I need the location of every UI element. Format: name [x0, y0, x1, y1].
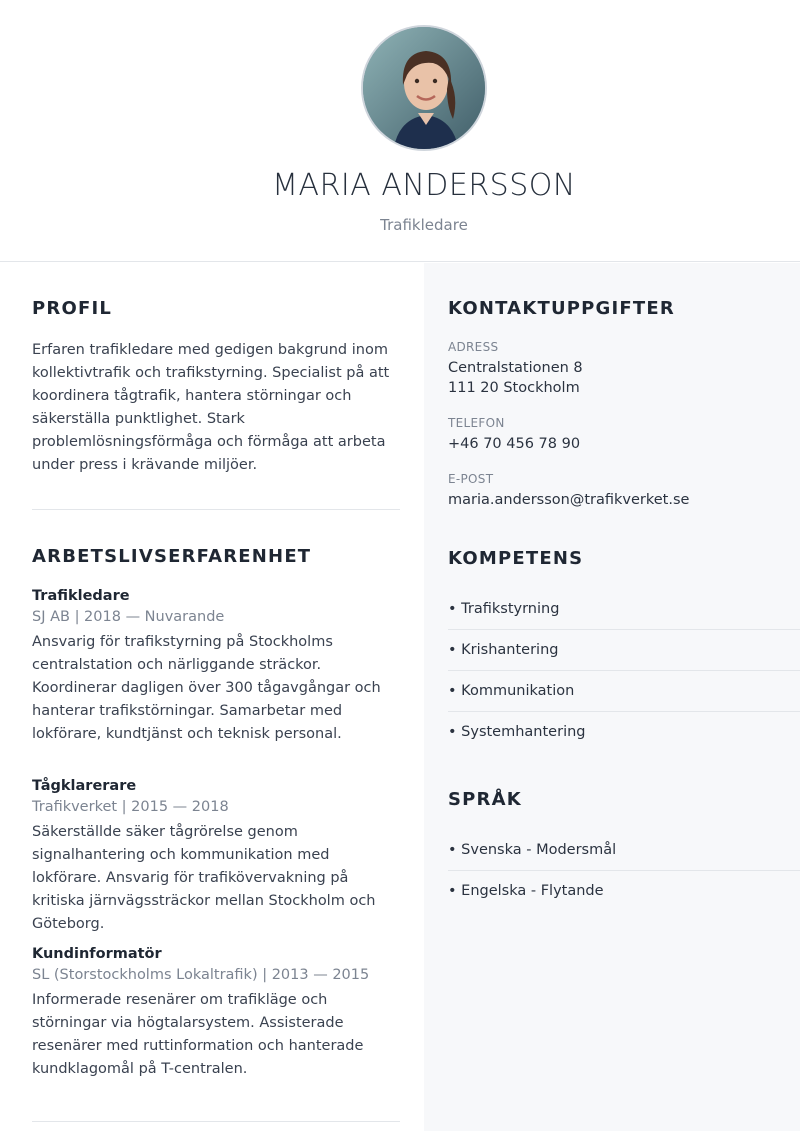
job-meta: Trafikverket | 2015 — 2018: [32, 799, 229, 815]
contact-email: [448, 472, 788, 510]
contact-heading: KONTAKTUPPGIFTER: [448, 298, 675, 319]
profile-heading: PROFIL: [32, 298, 113, 319]
address-line-2: 111 20 Stockholm: [448, 380, 580, 396]
section-divider: [32, 1121, 400, 1122]
contact-phone: [448, 416, 788, 454]
job-meta: SJ AB | 2018 — Nuvarande: [32, 609, 225, 625]
skill-item: • Systemhantering: [448, 724, 586, 740]
language-item: • Engelska - Flytande: [448, 883, 604, 899]
section-divider: [32, 509, 400, 510]
language-item: • Svenska - Modersmål: [448, 830, 800, 871]
phone-label: TELEFON: [448, 416, 505, 430]
job-description: Säkerställde säker tågrörelse genom signalhantering och kommunikation med lokförare. Ansvarig för trafikövervakning på kritiska järnvägssträckor mellan Stockholm och Göteborg.: [32, 824, 376, 932]
skill-item: • Kommunikation: [448, 671, 800, 712]
job-title: Trafikledare: [32, 588, 130, 604]
email-value[interactable]: maria.andersson@trafikverket.se: [448, 492, 690, 508]
job-title: Tågklarerare: [32, 778, 137, 794]
languages-heading: SPRÅK: [448, 789, 522, 810]
skill-item: • Trafikstyrning: [448, 589, 800, 630]
profile-photo: [361, 25, 487, 151]
skill-item: • Krishantering: [448, 630, 800, 671]
portrait-image: [363, 27, 487, 151]
experience-heading: ARBETSLIVSERFARENHET: [32, 546, 312, 567]
job-entry: [32, 588, 400, 746]
skills-heading: KOMPETENS: [448, 548, 584, 569]
email-label: E-POST: [448, 472, 494, 486]
job-meta: SL (Storstockholms Lokaltrafik) | 2013 — 2015: [32, 967, 370, 983]
job-title: Kundinformatör: [32, 946, 162, 962]
person-name: MARIA ANDERSSON: [272, 168, 576, 203]
skills-list: [448, 589, 800, 753]
cv-header: [0, 0, 800, 262]
address-line-1: Centralstationen 8: [448, 360, 583, 376]
job-description: Ansvarig för trafikstyrning på Stockholms centralstation och närliggande sträckor. Koordinerar dagligen över 300 tågavgångar och hanterar trafikstörningar. Samarbetar med lokförare, kundtjänst och teknisk personal.: [32, 634, 381, 742]
profile-text: Erfaren trafikledare med gedigen bakgrund inom kollektivtrafik och trafikstyrning. Specialist på att koordinera tågtrafik, hantera störningar och säkerställa punktlighet. Stark problemlösningsförmåga och förmåga att arbeta under press i krävande miljöer.: [32, 342, 390, 473]
job-entry: [32, 778, 400, 936]
languages-list: [448, 830, 800, 912]
phone-value[interactable]: +46 70 456 78 90: [448, 436, 581, 452]
job-entry: [32, 946, 400, 1081]
address-label: ADRESS: [448, 340, 499, 354]
contact-address: [448, 340, 788, 398]
job-description: Informerade resenärer om trafikläge och störningar via högtalarsystem. Assisterade resenärer med ruttinformation och hanterade kundklagomål på T-centralen.: [32, 992, 364, 1077]
job-role: Trafikledare: [380, 216, 468, 234]
